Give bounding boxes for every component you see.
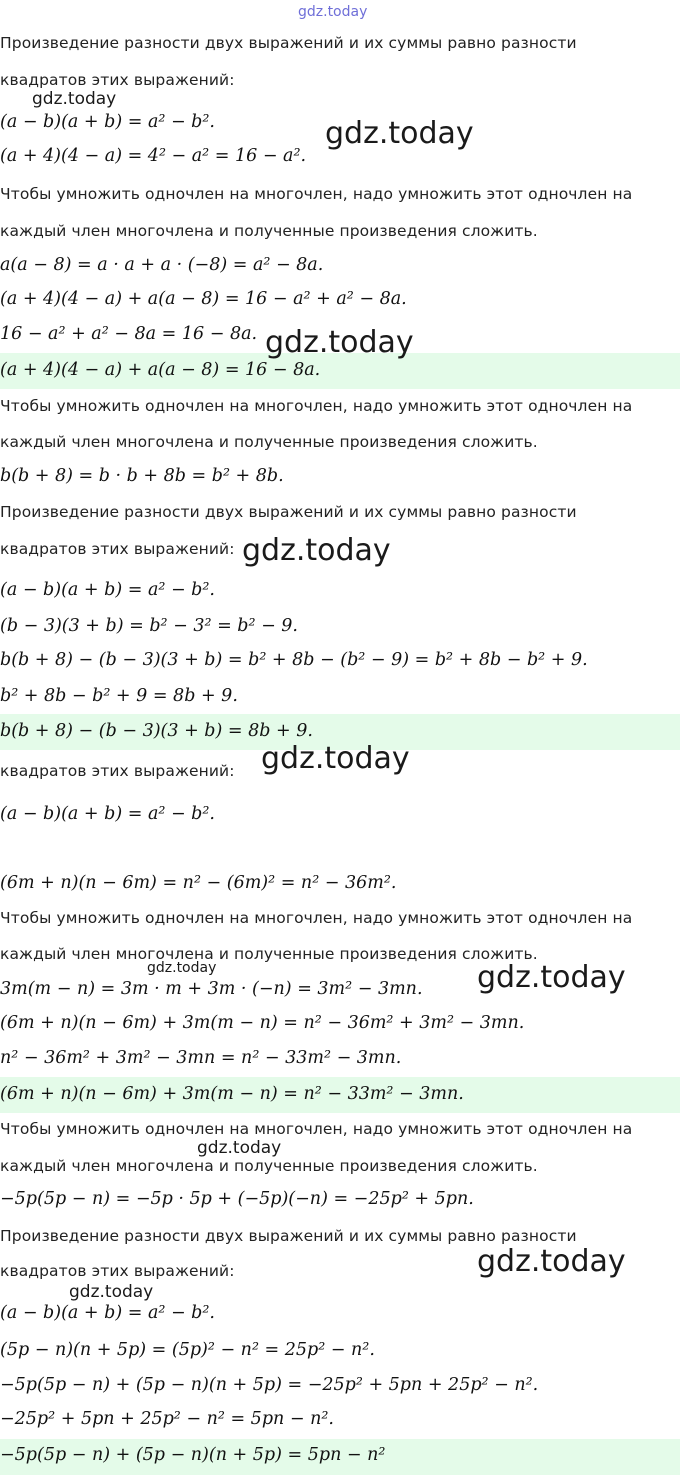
math-line: a(a − 8) = a · a + a · (−8) = a² − 8a.: [0, 255, 324, 275]
math-line: (a − b)(a + b) = a² − b².: [0, 1303, 215, 1323]
math-line: (a − b)(a + b) = a² − b².: [0, 112, 215, 132]
watermark: gdz.today: [325, 116, 474, 151]
result-line: (6m + n)(n − 6m) + 3m(m − n) = n² − 33m² − 3mn.: [0, 1084, 464, 1104]
math-line: 16 − a² + a² − 8a = 16 − 8a.: [0, 324, 258, 344]
result-line: (a + 4)(4 − a) + a(a − 8) = 16 − 8a.: [0, 360, 321, 380]
math-line: (6m + n)(n − 6m) = n² − (6m)² = n² − 36m².: [0, 873, 397, 893]
watermark: gdz.today: [477, 960, 626, 995]
math-line: (6m + n)(n − 6m) + 3m(m − n) = n² − 36m² + 3m² − 3mn.: [0, 1013, 525, 1033]
watermark: gdz.today: [242, 533, 391, 568]
math-line: (5p − n)(n + 5p) = (5p)² − n² = 25p² − n².: [0, 1340, 375, 1360]
math-line: (a − b)(a + b) = a² − b².: [0, 804, 215, 824]
math-line: b(b + 8) = b · b + 8b = b² + 8b.: [0, 466, 284, 486]
text-line: Чтобы умножить одночлен на многочлен, надо умножить этот одночлен на: [0, 1120, 633, 1138]
watermark: gdz.today: [69, 1282, 154, 1302]
math-line: (a − b)(a + b) = a² − b².: [0, 580, 215, 600]
text-line: квадратов этих выражений:: [0, 540, 235, 558]
text-line: Произведение разности двух выражений и их суммы равно разности: [0, 1227, 577, 1245]
text-line: Чтобы умножить одночлен на многочлен, надо умножить этот одночлен на: [0, 185, 633, 203]
text-line: квадратов этих выражений:: [0, 762, 235, 780]
text-line: Чтобы умножить одночлен на многочлен, надо умножить этот одночлен на: [0, 909, 633, 927]
watermark: gdz.today: [32, 89, 117, 109]
math-line: (b − 3)(3 + b) = b² − 3² = b² − 9.: [0, 616, 298, 636]
math-line: b² + 8b − b² + 9 = 8b + 9.: [0, 686, 238, 706]
math-line: n² − 36m² + 3m² − 3mn = n² − 33m² − 3mn.: [0, 1048, 402, 1068]
result-line: −5p(5p − n) + (5p − n)(n + 5p) = 5pn − n²: [0, 1445, 386, 1465]
math-line: −5p(5p − n) = −5p · 5p + (−5p)(−n) = −25p² + 5pn.: [0, 1189, 474, 1209]
text-line: Произведение разности двух выражений и их суммы равно разности: [0, 34, 577, 52]
math-line: −5p(5p − n) + (5p − n)(n + 5p) = −25p² + 5pn + 25p² − n².: [0, 1375, 539, 1395]
math-line: (a + 4)(4 − a) + a(a − 8) = 16 − a² + a² − 8a.: [0, 289, 407, 309]
watermark: gdz.today: [477, 1244, 626, 1279]
watermark: gdz.today: [298, 4, 368, 20]
text-line: квадратов этих выражений:: [0, 71, 235, 89]
text-line: каждый член многочлена и полученные произведения сложить.: [0, 945, 538, 963]
watermark: gdz.today: [147, 960, 217, 976]
text-line: каждый член многочлена и полученные произведения сложить.: [0, 222, 538, 240]
math-line: 3m(m − n) = 3m · m + 3m · (−n) = 3m² − 3mn.: [0, 979, 423, 999]
text-line: каждый член многочлена и полученные произведения сложить.: [0, 433, 538, 451]
text-line: квадратов этих выражений:: [0, 1262, 235, 1280]
math-line: (a + 4)(4 − a) = 4² − a² = 16 − a².: [0, 146, 307, 166]
result-line: b(b + 8) − (b − 3)(3 + b) = 8b + 9.: [0, 721, 313, 741]
math-line: b(b + 8) − (b − 3)(3 + b) = b² + 8b − (b² − 9) = b² + 8b − b² + 9.: [0, 650, 588, 670]
watermark: gdz.today: [265, 325, 414, 360]
text-line: Чтобы умножить одночлен на многочлен, надо умножить этот одночлен на: [0, 397, 633, 415]
watermark: gdz.today: [261, 741, 410, 776]
text-line: каждый член многочлена и полученные произведения сложить.: [0, 1157, 538, 1175]
watermark: gdz.today: [197, 1138, 282, 1158]
text-line: Произведение разности двух выражений и их суммы равно разности: [0, 503, 577, 521]
math-line: −25p² + 5pn + 25p² − n² = 5pn − n².: [0, 1409, 334, 1429]
